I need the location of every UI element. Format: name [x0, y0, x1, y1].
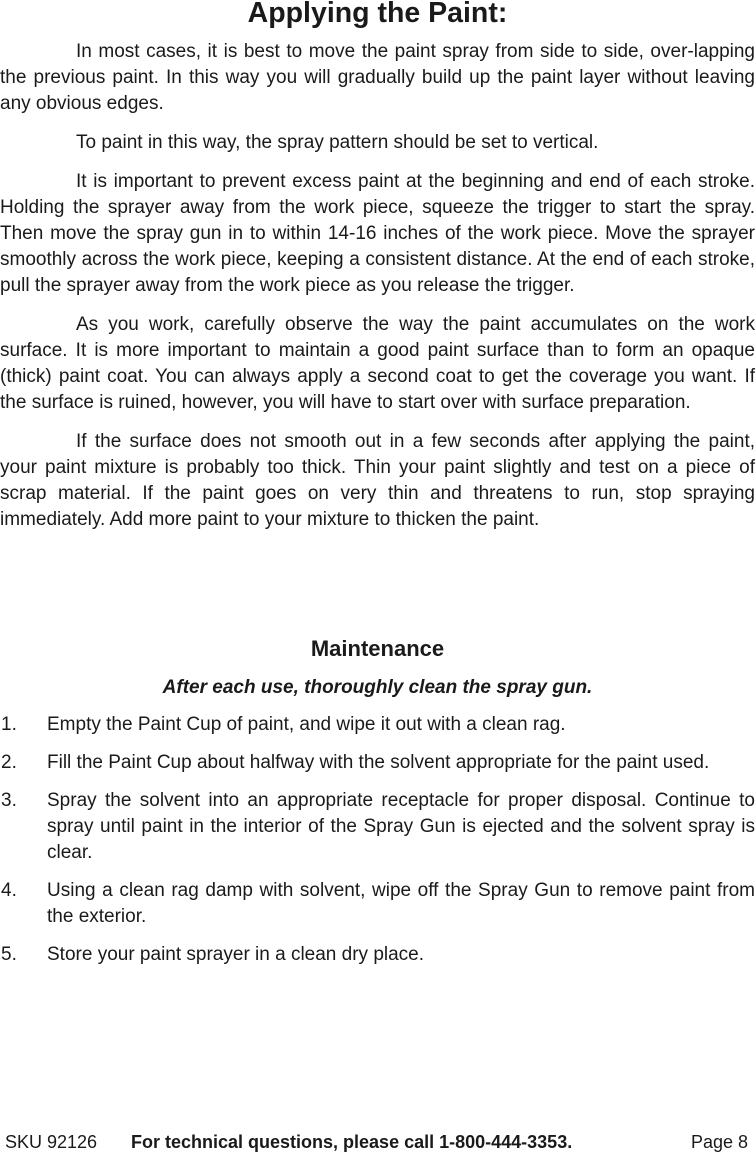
- applying-paragraph-1: In most cases, it is best to move the paint spray from side to side, over-lapping the previous paint. In this way you will gradually build up the paint layer without leaving any obvious edges.: [0, 41, 755, 114]
- maintenance-section: [0, 634, 755, 980]
- maintenance-step-5: [0, 942, 755, 968]
- footer-sku: SKU 92126: [5, 1132, 98, 1152]
- applying-paragraph-4: As you work, carefully observe the way the paint accumulates on the work surface. It is more important to maintain a good paint surface than to form an opaque (thick) paint coat. You can always apply a second coat to get the coverage you want. If the surface is ruined, however, you will have to start over with surface preparation.: [0, 314, 755, 413]
- step-text: Using a clean rag damp with solvent, wipe off the Spray Gun to remove paint from the exterior.: [47, 880, 755, 927]
- step-number: 1.: [1, 714, 17, 735]
- step-text: Store your paint sprayer in a clean dry place.: [47, 944, 425, 965]
- applying-paragraph-5: If the surface does not smooth out in a few seconds after applying the paint, your paint mixture is probably too thick. Thin your paint slightly and test on a piece of scrap material. If the paint goes on very thin and threatens to run, stop spraying immediately. Add more paint to your mixture to thicken the paint.: [0, 431, 755, 530]
- maintenance-step-4: [0, 878, 755, 930]
- step-text: Empty the Paint Cup of paint, and wipe it out with a clean rag.: [47, 714, 566, 735]
- maintenance-subtitle: After each use, thoroughly clean the spray gun.: [162, 677, 593, 698]
- maintenance-steps-list: [0, 712, 755, 968]
- applying-heading: Applying the Paint:: [247, 0, 508, 29]
- applying-paragraph-2: To paint in this way, the spray pattern should be set to vertical.: [76, 132, 599, 153]
- maintenance-step-2: [0, 750, 755, 776]
- step-number: 2.: [1, 752, 17, 773]
- maintenance-step-3: [0, 788, 755, 866]
- step-text: Fill the Paint Cup about halfway with the solvent appropriate for the paint used.: [47, 752, 710, 773]
- applying-section: [0, 0, 755, 533]
- footer-contact: For technical questions, please call 1-800-444-3353.: [131, 1132, 573, 1152]
- applying-paragraph-3: It is important to prevent excess paint at the beginning and end of each stroke. Holding the sprayer away from the work piece, squeeze the trigger to start the spray. Then move the spray gun in to within 14-16 inches of the work piece. Move the sprayer smoothly across the work piece, keeping a consistent distance. At the end of each stroke, pull the sprayer away from the work piece as you release the trigger.: [0, 171, 755, 296]
- maintenance-heading: Maintenance: [310, 636, 445, 661]
- page-footer: [5, 1129, 756, 1155]
- maintenance-step-1: [0, 712, 755, 738]
- step-number: 5.: [1, 944, 17, 965]
- footer-page-number: Page 8: [691, 1132, 749, 1152]
- step-text: Spray the solvent into an appropriate receptacle for proper disposal. Continue to spray until paint in the interior of the Spray Gun is ejected and the solvent spray is clear.: [47, 790, 755, 863]
- step-number: 3.: [1, 790, 17, 811]
- step-number: 4.: [1, 880, 17, 901]
